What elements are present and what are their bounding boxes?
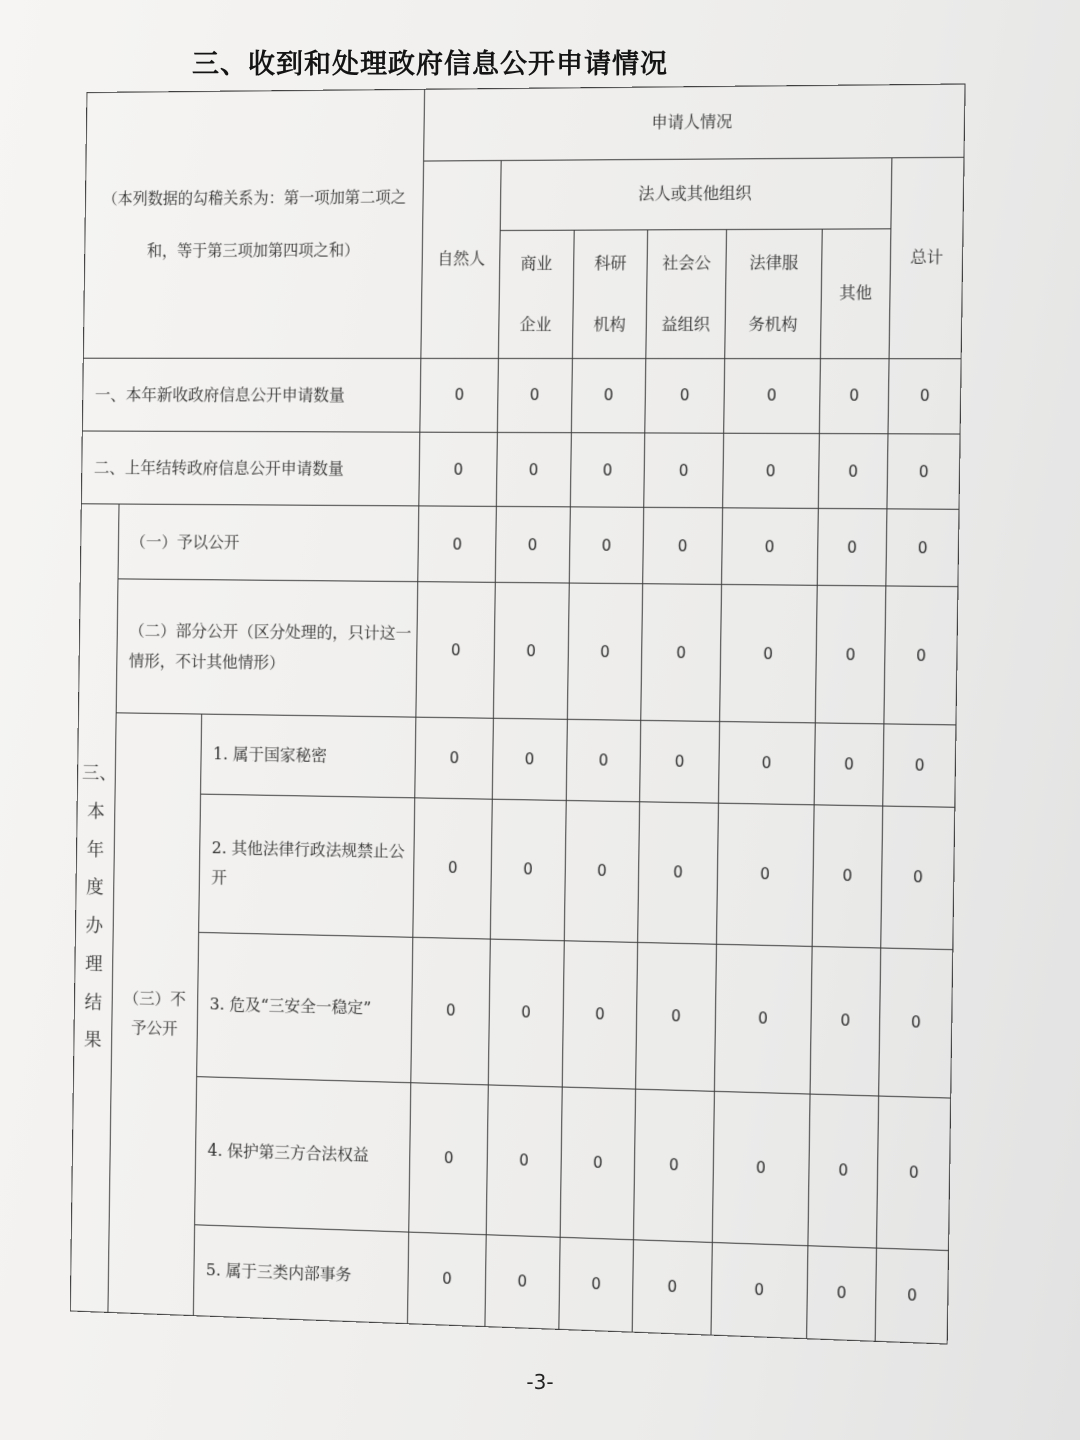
- value-cell: 0: [818, 434, 888, 509]
- row-label: 3. 危及“三安全一稳定”: [196, 932, 413, 1082]
- row-label: 4. 保护第三方合法权益: [194, 1076, 411, 1232]
- value-cell: 0: [722, 433, 819, 508]
- value-cell: 0: [638, 801, 718, 944]
- value-cell: 0: [810, 946, 881, 1096]
- value-cell: 0: [716, 803, 814, 946]
- value-cell: 0: [493, 583, 568, 720]
- value-cell: 0: [632, 1240, 712, 1336]
- header-total: 总计: [889, 157, 964, 359]
- value-cell: 0: [815, 586, 886, 725]
- page-number: -3-: [526, 1370, 554, 1394]
- value-cell: 0: [496, 433, 571, 507]
- value-cell: 0: [486, 1085, 562, 1237]
- value-cell: 0: [409, 1082, 488, 1234]
- value-cell: 0: [560, 1087, 636, 1240]
- value-cell: 0: [879, 948, 953, 1098]
- value-cell: 0: [415, 718, 493, 799]
- header-applicant: 申请人情况: [424, 84, 965, 161]
- value-cell: 0: [806, 1246, 876, 1342]
- header-org-line1: 社会公: [662, 253, 712, 273]
- value-cell: 0: [413, 797, 492, 938]
- value-cell: 0: [571, 359, 646, 433]
- value-cell: 0: [411, 937, 490, 1085]
- value-cell: 0: [814, 723, 884, 805]
- value-cell: 0: [817, 509, 887, 587]
- value-cell: 0: [721, 508, 818, 586]
- header-natural-person: 自然人: [421, 161, 501, 359]
- row-label: 1. 属于国家秘密: [200, 714, 416, 797]
- header-org-0: [498, 230, 573, 358]
- table-description: （本列数据的勾稽关系为：第一项加第二项之和，等于第三项加第四项之和）: [83, 89, 425, 358]
- value-cell: 0: [724, 359, 821, 434]
- value-cell: 0: [562, 940, 638, 1088]
- section3-label: 三、本年度办理结果: [70, 504, 119, 1312]
- value-cell: 0: [887, 434, 960, 510]
- value-cell: 0: [567, 583, 643, 720]
- value-cell: 0: [497, 359, 572, 433]
- header-org-line2: 机构: [593, 314, 626, 334]
- value-cell: 0: [718, 722, 815, 804]
- value-cell: 0: [485, 1235, 560, 1330]
- row-label: 5. 属于三类内部事务: [193, 1225, 409, 1324]
- value-cell: 0: [719, 585, 817, 724]
- value-cell: 0: [569, 507, 644, 584]
- value-cell: 0: [558, 1237, 633, 1332]
- value-cell: 0: [420, 359, 498, 433]
- value-cell: 0: [643, 508, 723, 585]
- row-label: （一）予以公开: [118, 504, 419, 582]
- header-org-2: [646, 230, 726, 359]
- value-cell: 0: [712, 1091, 810, 1245]
- value-cell: 0: [488, 939, 564, 1087]
- header-org-line1: 商业: [520, 253, 553, 273]
- not-public-label: （三）不予公开: [108, 713, 202, 1315]
- value-cell: 0: [876, 1248, 949, 1344]
- row-label: 2. 其他法律行政法规禁止公开: [198, 794, 415, 937]
- page-title: 三、收到和处理政府信息公开申请情况: [192, 49, 668, 80]
- value-cell: 0: [888, 359, 961, 434]
- header-org-line2: 务机构: [748, 314, 798, 334]
- value-cell: 0: [819, 359, 889, 434]
- value-cell: 0: [645, 359, 725, 434]
- value-cell: 0: [883, 724, 956, 806]
- value-cell: 0: [714, 944, 812, 1094]
- header-org-line1: 科研: [594, 253, 627, 273]
- value-cell: 0: [644, 433, 724, 508]
- row-label: 一、本年新收政府信息公开申请数量: [82, 358, 421, 432]
- value-cell: 0: [881, 806, 955, 950]
- header-org-line2: 企业: [519, 314, 552, 334]
- value-cell: 0: [416, 582, 495, 719]
- statistics-table: [70, 84, 966, 1345]
- value-cell: 0: [495, 507, 570, 584]
- value-cell: 0: [570, 433, 645, 508]
- value-cell: 0: [641, 584, 721, 722]
- header-org-line2: 益组织: [661, 314, 711, 334]
- value-cell: 0: [419, 432, 497, 506]
- value-cell: 0: [812, 804, 883, 947]
- value-cell: 0: [636, 942, 717, 1091]
- header-org-line1: 其他: [839, 283, 873, 303]
- value-cell: 0: [490, 799, 565, 941]
- value-cell: 0: [640, 721, 720, 803]
- value-cell: 0: [564, 800, 640, 942]
- statistics-table-sheet: [70, 84, 966, 1345]
- value-cell: 0: [711, 1242, 808, 1338]
- value-cell: 0: [634, 1089, 715, 1242]
- value-cell: 0: [566, 720, 641, 802]
- value-cell: 0: [884, 586, 958, 725]
- header-org-line1: 法律服: [749, 253, 799, 273]
- row-label: （二）部分公开（区分处理的，只计这一情形，不计其他情形）: [116, 579, 418, 717]
- value-cell: 0: [418, 506, 496, 582]
- value-cell: 0: [877, 1096, 951, 1251]
- value-cell: 0: [492, 719, 567, 800]
- header-org-1: [572, 230, 648, 359]
- header-org-4: [820, 229, 891, 359]
- value-cell: 0: [408, 1232, 486, 1327]
- header-org-3: [725, 229, 823, 359]
- header-legal-person-group: 法人或其他组织: [500, 158, 892, 231]
- value-cell: 0: [886, 509, 959, 587]
- row-label: 二、上年结转政府信息公开申请数量: [81, 431, 420, 506]
- value-cell: 0: [808, 1094, 879, 1248]
